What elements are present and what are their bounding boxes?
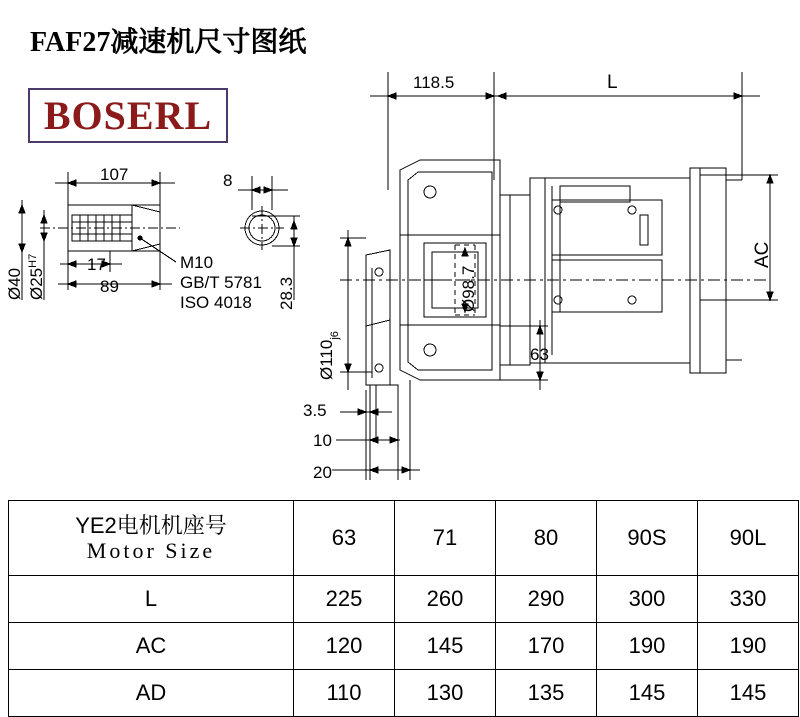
dimension-table — [8, 500, 799, 717]
motor-size-90s: 90S — [597, 501, 698, 576]
dim-8: 8 — [223, 171, 233, 190]
ac-90s: 190 — [597, 623, 698, 670]
dim-dia110j6: $Ø110_{j6}$ — [317, 331, 341, 380]
motor-size-63: 63 — [294, 501, 395, 576]
motor-size-90l: 90L — [698, 501, 799, 576]
row-label-ad: AD — [9, 670, 294, 717]
motor-size-80: 80 — [496, 501, 597, 576]
dim-dia40: Ø40 — [5, 267, 24, 300]
dim-63: 63 — [530, 345, 549, 364]
ad-71: 130 — [395, 670, 496, 717]
dim-L: L — [607, 72, 618, 93]
ad-80: 135 — [496, 670, 597, 717]
row-label-ac: AC — [9, 623, 294, 670]
motor-size-label-en: Motor Size — [86, 538, 216, 563]
dim-dia98-7: Ø98.7 — [459, 265, 478, 312]
l-80: 290 — [496, 576, 597, 623]
table-row — [9, 501, 799, 576]
ac-71: 145 — [395, 623, 496, 670]
row-label-l: L — [9, 576, 294, 623]
motor-size-71: 71 — [395, 501, 496, 576]
dim-dia25h7: $Ø25^{H7}$ — [27, 253, 46, 300]
page-title: FAF27减速机尺寸图纸 — [30, 27, 307, 58]
dim-3-5: 3.5 — [303, 401, 327, 420]
table-row — [9, 623, 799, 670]
note-gbt: GB/T 5781 — [180, 273, 262, 292]
ad-63: 110 — [294, 670, 395, 717]
dim-17: 17 — [87, 255, 106, 274]
ac-63: 120 — [294, 623, 395, 670]
logo-text: BOSERL — [43, 93, 213, 138]
dim-20: 20 — [313, 463, 332, 482]
dim-118-5: 118.5 — [413, 73, 455, 92]
note-m10: M10 — [180, 253, 214, 272]
dim-10: 10 — [313, 431, 332, 450]
ad-90l: 145 — [698, 670, 799, 717]
ac-80: 170 — [496, 623, 597, 670]
dim-AC: AC — [752, 241, 773, 268]
l-90l: 330 — [698, 576, 799, 623]
ad-90s: 145 — [597, 670, 698, 717]
l-90s: 300 — [597, 576, 698, 623]
note-iso: ISO 4018 — [180, 293, 252, 312]
motor-size-label-cn: YE2电机机座号 — [75, 512, 227, 538]
l-63: 225 — [294, 576, 395, 623]
table-row — [9, 670, 799, 717]
dim-107: 107 — [100, 165, 129, 184]
dim-89: 89 — [100, 277, 119, 296]
ac-90l: 190 — [698, 623, 799, 670]
motor-size-label — [9, 501, 294, 576]
table-row — [9, 576, 799, 623]
l-71: 260 — [395, 576, 496, 623]
dim-28-3: 28.3 — [277, 276, 296, 310]
